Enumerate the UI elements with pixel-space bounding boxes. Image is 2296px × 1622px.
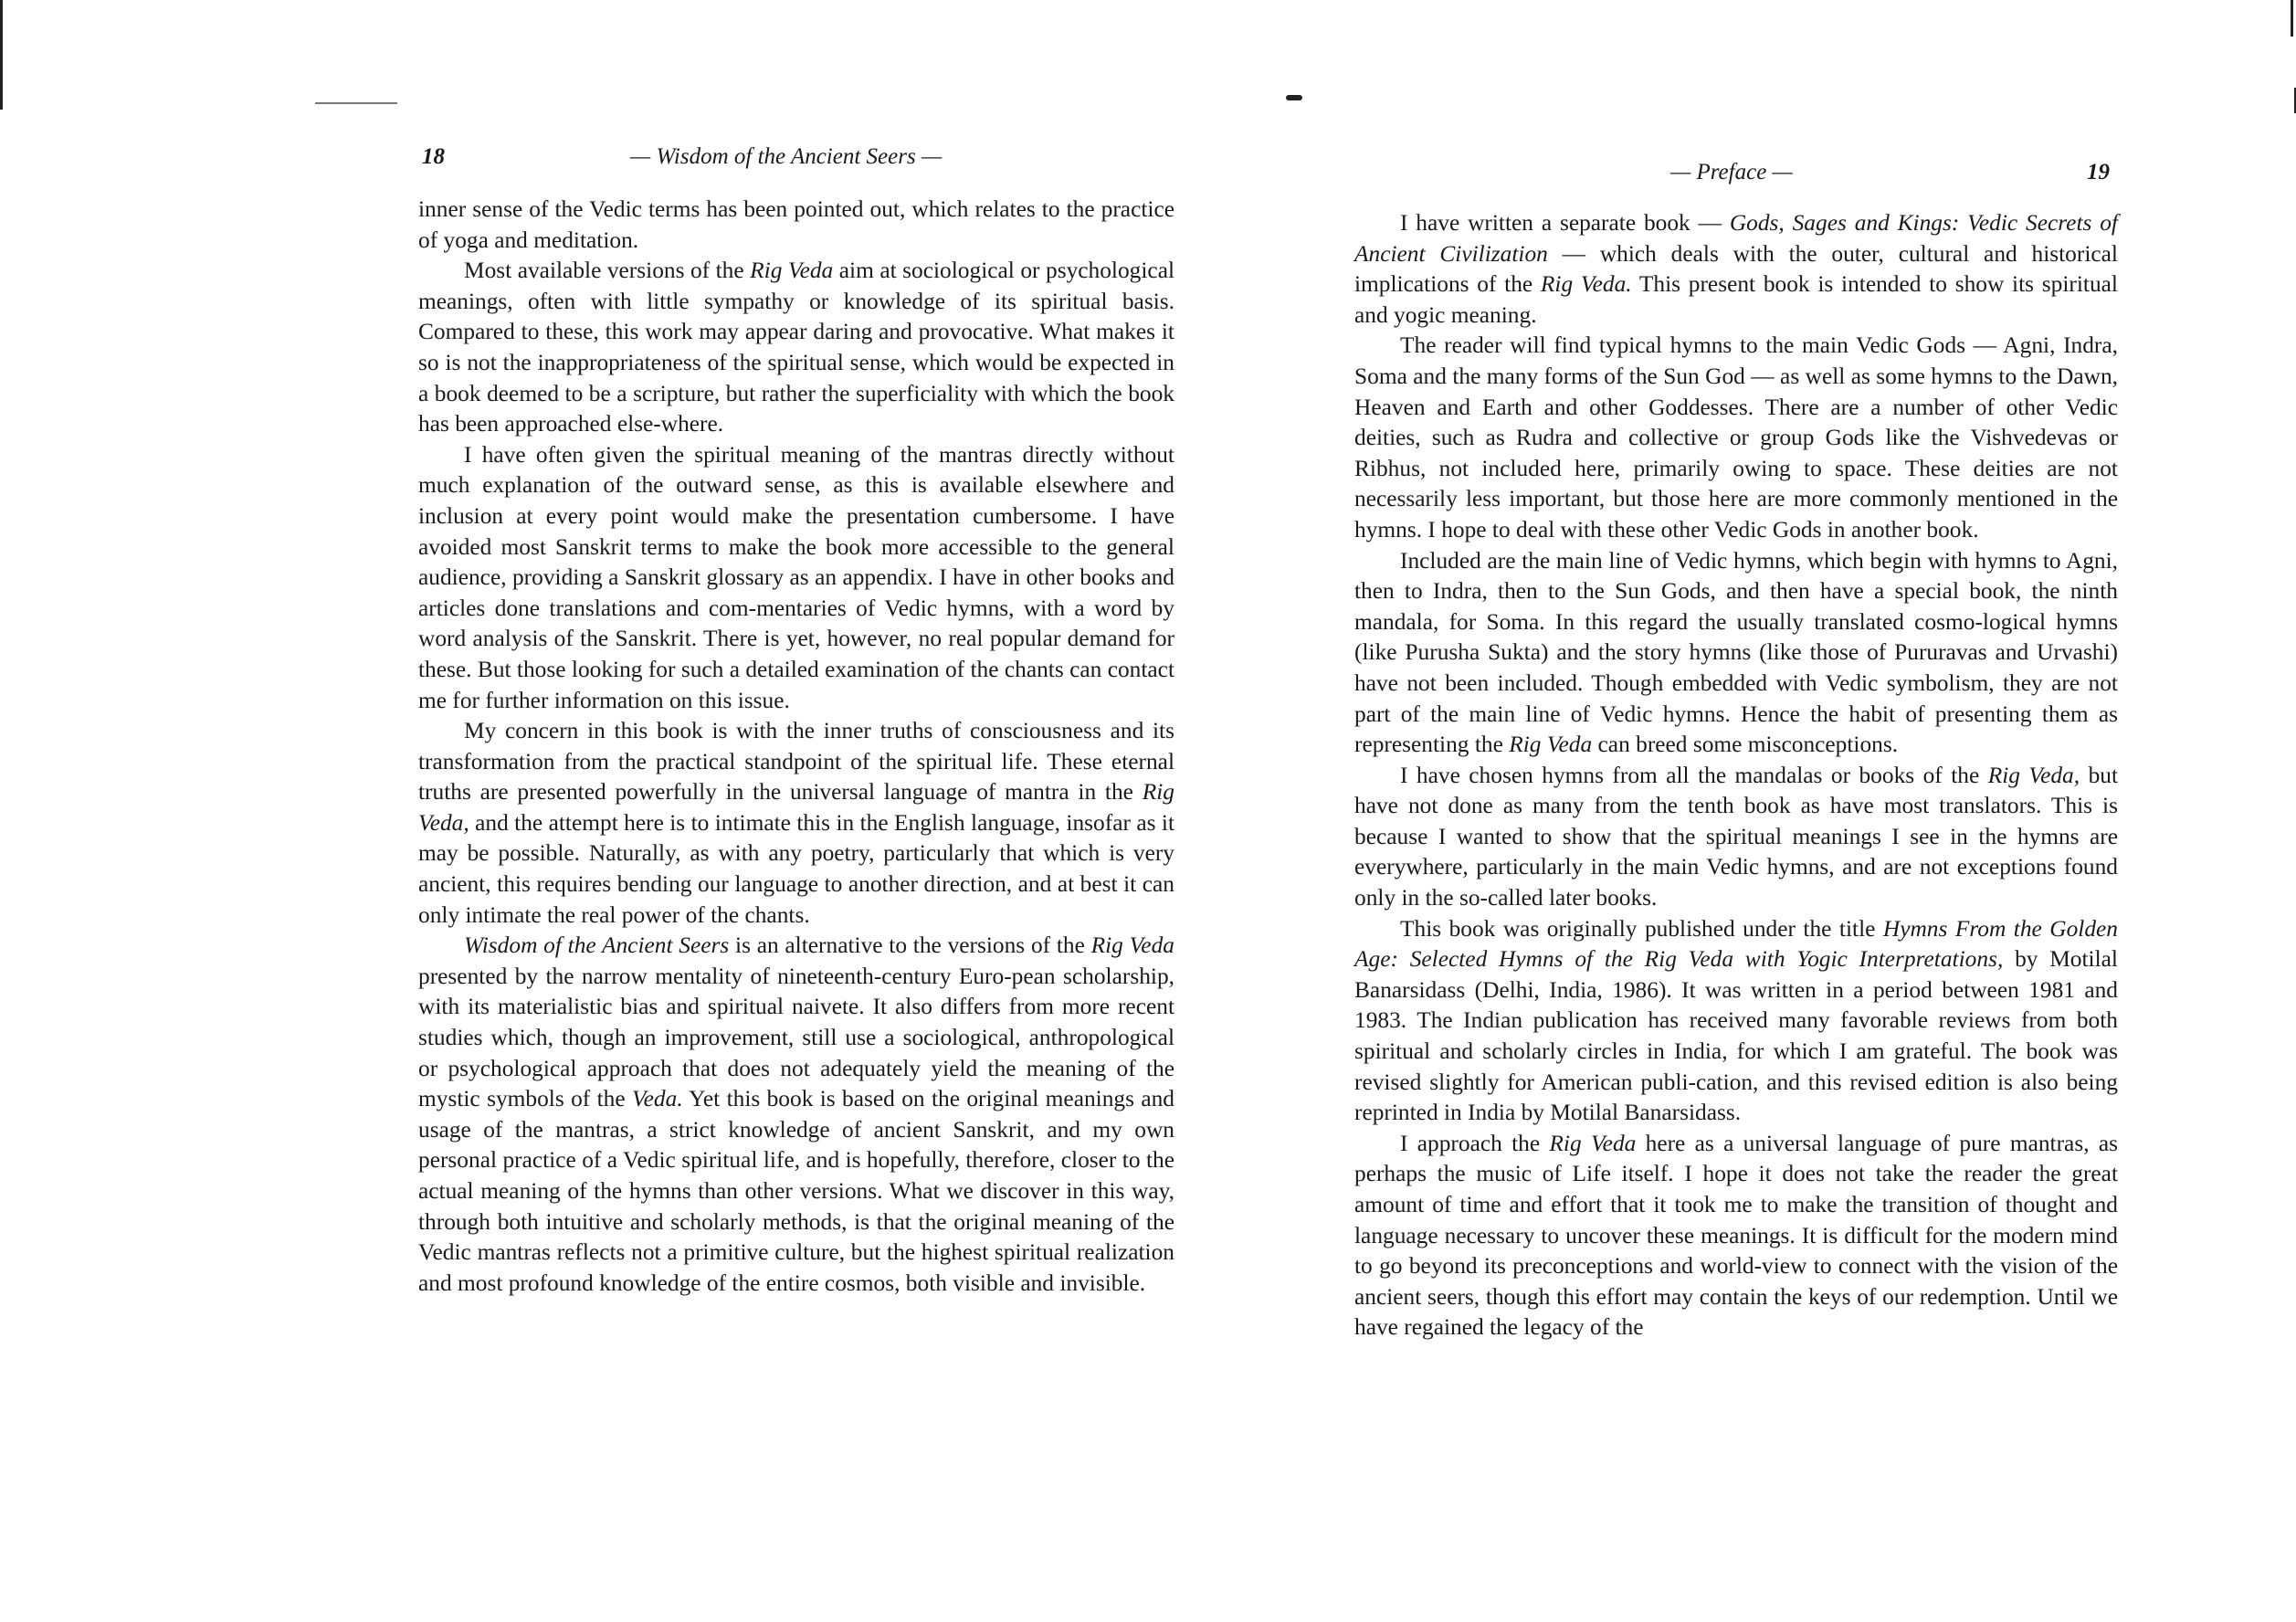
body-text: [1354, 208, 2118, 1343]
paragraph: Included are the main line of Vedic hymns, which begin with hymns to Agni, then to Indra, then to the Sun Gods, and then have a special book, the ninth mandala, for Soma. In this regard the usually translated cosmo-logical hymns (like Purusha Sukta) and the story hymns (like those of Pururavas and Urvashi) have not been included. Though embedded with Vedic symbolism, they are not part of the main line of Vedic hymns. Hence the habit of presenting them as representing the Rig Veda can breed some misconceptions.: [1354, 547, 2118, 758]
page-number: 19: [2087, 160, 2110, 184]
paragraph: I approach the Rig Veda here as a universal language of pure mantras, as perhaps the music of Life itself. I hope it does not take the reader the great amount of time and effort that it took me to make the transition of thought and language necessary to uncover these meanings. It is difficult for the modern mind to go beyond its preconceptions and world-view to connect with the vision of the ancient seers, though this effort may contain the keys of our redemption. Until we have regained the legacy of the: [1354, 1130, 2118, 1341]
running-head: — Wisdom of the Ancient Seers —: [630, 144, 943, 169]
paragraph: Wisdom of the Ancient Seers is an alternative to the versions of the Rig Veda presented by the narrow mentality of nineteenth-century Euro-pean scholarship, with its materialistic bias and spiritual naivete. It also differs from more recent studies which, though an improvement, still use a sociological, anthropological or psychological approach that does not adequately yield the meaning of the mystic symbols of the Veda. Yet this book is based on the original meanings and usage of the mantras, a strict knowledge of ancient Sanskrit, and my own personal practice of a Vedic spiritual life, and is hopefully, therefore, closer to the actual meaning of the hymns than other versions. What we discover in this way, through both intuitive and scholarly methods, is that the original meaning of the Vedic mantras reflects not a primitive culture, but the highest spiritual realization and most profound knowledge of the entire cosmos, both visible and invisible.: [418, 932, 1175, 1296]
paragraph: This book was originally published under the title Hymns From the Golden Age: Selected Hymns of the Rig Veda with Yogic Interpretations, by Motilal Banarsidass (Delhi, India, 1986). It was written in a period between 1981 and 1983. The Indian publication has received many favorable reviews from both spiritual and scholarly circles in India, for which I am grateful. The book was revised slightly for American publi-cation, and this revised edition is also being reprinted in India by Motilal Banarsidass.: [1354, 915, 2118, 1126]
paragraph: The reader will find typical hymns to the main Vedic Gods — Agni, Indra, Soma and the many forms of the Sun God — as well as some hymns to the Dawn, Heaven and Earth and other Goddesses. There are a number of other Vedic deities, such as Rudra and collective or group Gods like the Vishvedevas or Ribhus, not included here, primarily owing to space. These deities are not necessarily less important, but those here are more commonly mentioned in the hymns. I hope to deal with these other Vedic Gods in another book.: [1354, 332, 2118, 542]
paragraph: I have chosen hymns from all the mandalas or books of the Rig Veda, but have not done as many from the tenth book as have most translators. This is because I wanted to show that the spiritual meanings I see in the hymns are everywhere, particularly in the main Vedic hymns, and are not exceptions found only in the so-called later books.: [1354, 762, 2119, 911]
paragraph: inner sense of the Vedic terms has been pointed out, which relates to the practice of yoga and meditation.: [418, 196, 1174, 253]
paragraph: My concern in this book is with the inner truths of consciousness and its transformation from the practical standpoint of the spiritual life. These eternal truths are presented powerfully in the universal language of mantra in the Rig Veda, and the attempt here is to intimate this in the English language, insofar as it may be possible. Naturally, as with any poetry, particularly that which is very ancient, this requires bending our language to another direction, and at best it can only intimate the real power of the chants.: [418, 718, 1174, 928]
body-text: [418, 195, 1174, 1299]
paragraph: Most available versions of the Rig Veda aim at sociological or psychological meanings, often with little sympathy or knowledge of its spiritual basis. Compared to these, this work may appear daring and provocative. What makes it so is not the inappropriateness of the spiritual sense, which would be expected in a book deemed to be a scripture, but rather the superficiality with which the book has been approached else-where.: [418, 258, 1175, 437]
running-head: — Preface —: [1670, 160, 1793, 184]
right-page: [1148, 0, 2296, 1622]
page-number: 18: [422, 144, 445, 169]
paragraph: I have written a separate book — Gods, Sages and Kings: Vedic Secrets of Ancient Civilization — which deals with the outer, cultural and historical implications of the Rig Veda. This present book is intended to show its spiritual and yogic meaning.: [1354, 210, 2118, 328]
paragraph: I have often given the spiritual meaning of the mantras directly without much explanation of the outward sense, as this is available elsewhere and inclusion at every point would make the presentation cumbersome. I have avoided most Sanskrit terms to make the book more accessible to the general audience, providing a Sanskrit glossary as an appendix. I have in other books and articles done translations and com-mentaries of Vedic hymns, with a word by word analysis of the Sanskrit. There is yet, however, no real popular demand for these. But those looking for such a detailed examination of the chants can contact me for further information on this issue.: [418, 441, 1174, 713]
